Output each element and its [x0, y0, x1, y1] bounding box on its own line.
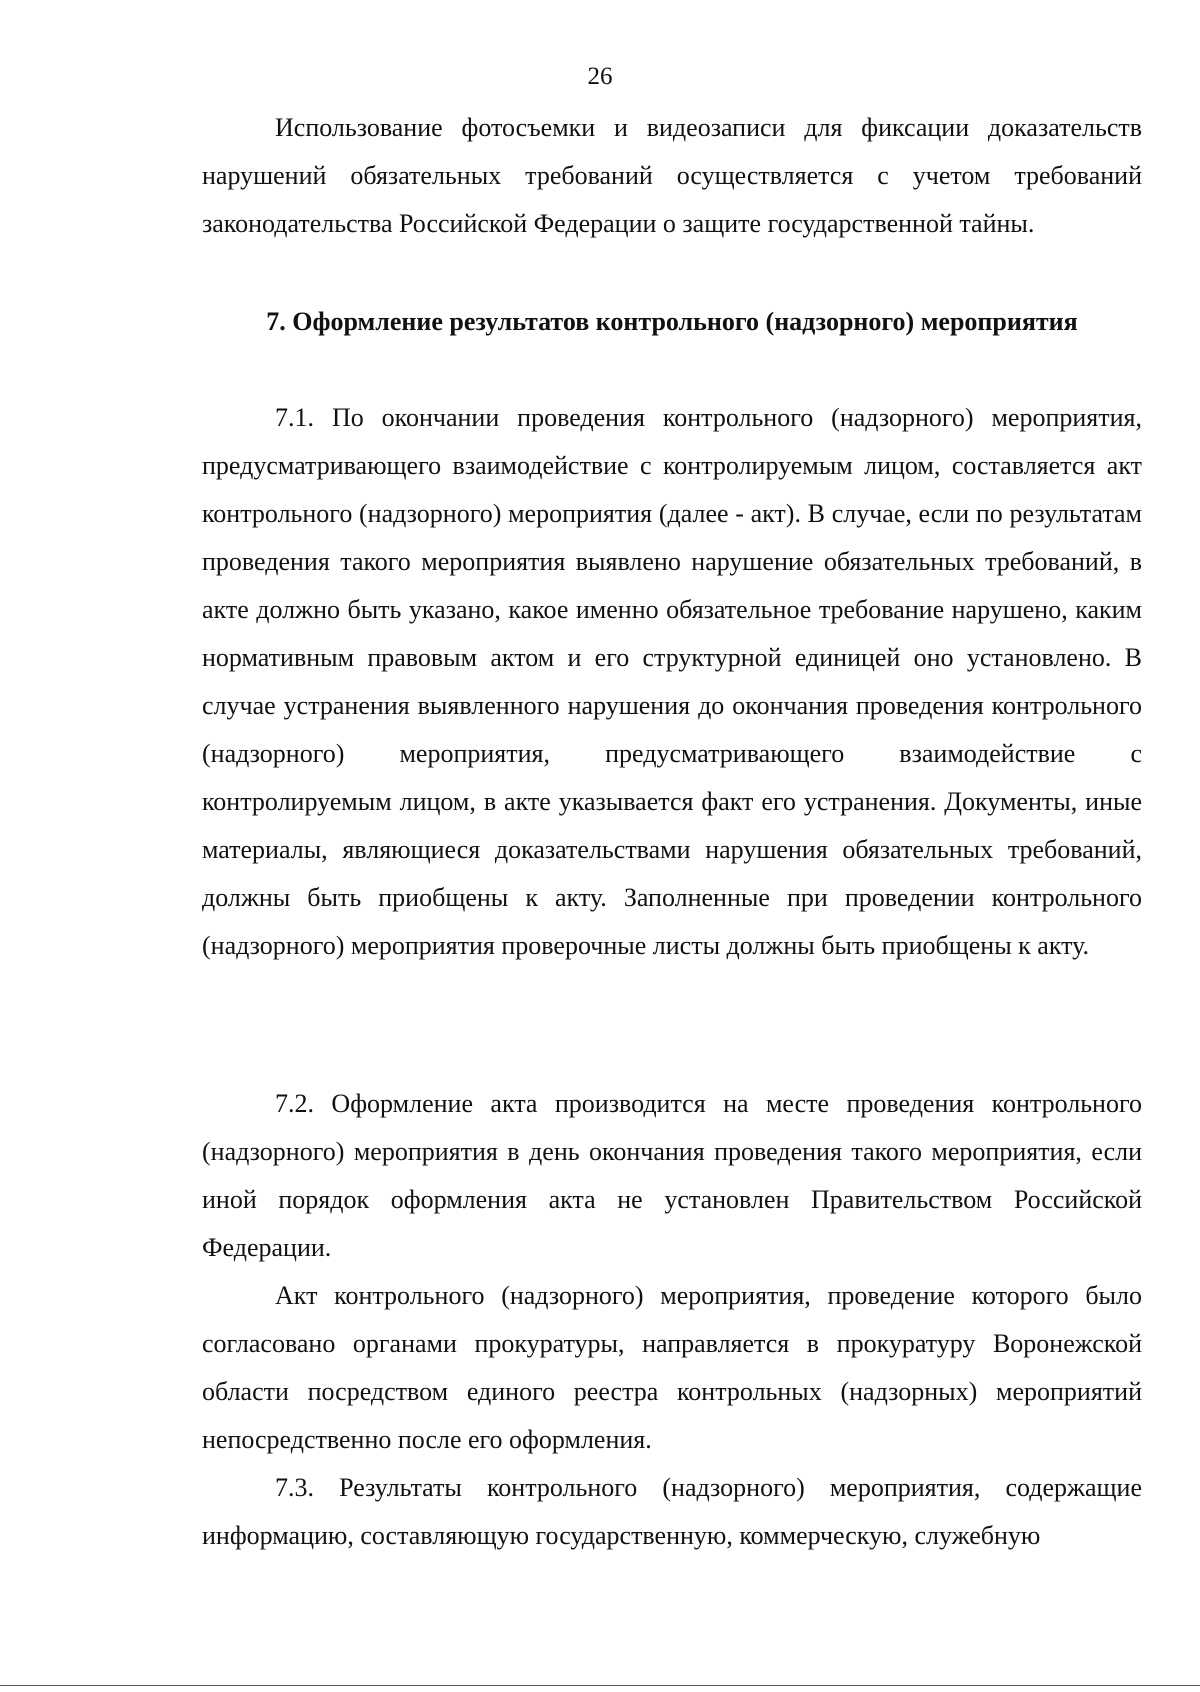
bottom-border-line	[0, 1685, 1200, 1686]
paragraph-7-1: 7.1. По окончании проведения контрольного (надзорного) мероприятия, предусматривающего взаимодействие с контролируемым лицом, составляется акт контрольного (надзорного) мероприятия (далее - акт). В случае, если по результатам проведения такого мероприятия выявлено нарушение обязательных требований, в акте должно быть указано, какое именно обязательное требование нарушено, каким нормативным правовым актом и его структурной единицей оно установлено. В случае устранения выявленного нарушения до окончания проведения контрольного (надзорного) мероприятия, предусматривающего взаимодействие с контролируемым лицом, в акте указывается факт его устранения. Документы, иные материалы, являющиеся доказательствами нарушения обязательных требований, должны быть приобщены к акту. Заполненные при проведении контрольного (надзорного) мероприятия проверочные листы должны быть приобщены к акту.	[202, 403, 1142, 960]
paragraph-7-2: 7.2. Оформление акта производится на месте проведения контрольного (надзорного) мероприятия в день окончания проведения такого мероприятия, если иной порядок оформления акта не установлен Правительством Российской Федерации.	[202, 1089, 1142, 1262]
paragraph-intro: Использование фотосъемки и видеозаписи для фиксации доказательств нарушений обязательных требований осуществляется с учетом требований законодательства Российской Федерации о защите государственной тайны.	[202, 113, 1142, 238]
paragraph-7-3: 7.3. Результаты контрольного (надзорного) мероприятия, содержащие информацию, составляющую государственную, коммерческую, служебную	[202, 1473, 1142, 1550]
section-heading: 7. Оформление результатов контрольного (надзорного) мероприятия	[266, 307, 1078, 336]
page-number: 26	[587, 63, 613, 90]
paragraph-7-2-continued: Акт контрольного (надзорного) мероприятия, проведение которого было согласовано органами прокуратуры, направляется в прокуратуру Воронежской области посредством единого реестра контрольных (надзорных) мероприятий непосредственно после его оформления.	[202, 1281, 1142, 1454]
